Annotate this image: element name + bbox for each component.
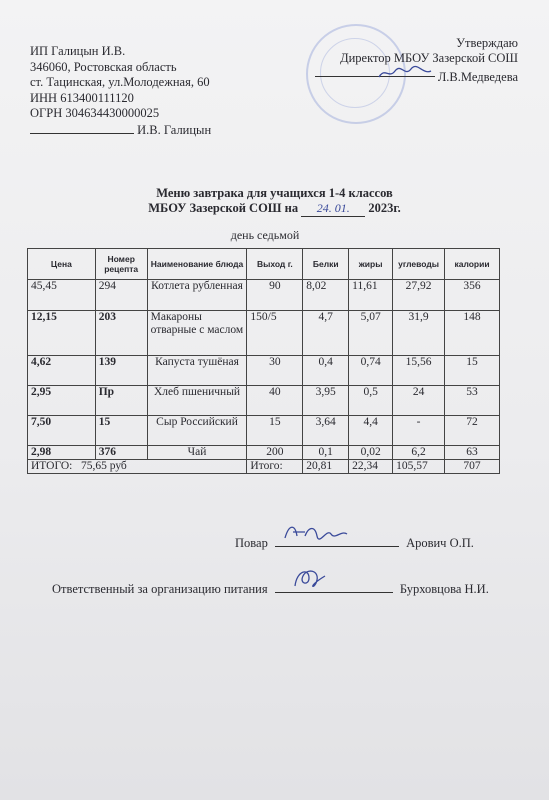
sender-name: ИП Галицын И.В.	[30, 44, 126, 58]
fat-cell: 0,74	[349, 356, 393, 386]
recipe-cell: 15	[95, 416, 147, 446]
yield-cell: 200	[247, 446, 303, 460]
sender-signature-name: И.В. Галицын	[137, 122, 212, 137]
menu-title-prefix: МБОУ Зазерской СОШ на	[148, 201, 299, 215]
protein-cell: 3,95	[303, 386, 349, 416]
total-protein-cell: 20,81	[303, 460, 349, 474]
recipe-cell: Пр	[95, 386, 147, 416]
table-row	[28, 416, 500, 446]
yield-cell: 30	[247, 356, 303, 386]
calories-cell: 63	[445, 446, 500, 460]
menu-title-line-2	[0, 201, 549, 217]
approval-block	[300, 36, 518, 85]
dish-cell: Чай	[147, 446, 247, 460]
menu-year: 2023г.	[368, 201, 401, 215]
calories-cell: 148	[445, 311, 500, 356]
recipe-cell: 376	[95, 446, 147, 460]
cook-signature-row	[235, 532, 474, 551]
table-row	[28, 386, 500, 416]
cook-signature-scribble	[275, 520, 355, 542]
price-cell: 12,15	[28, 311, 96, 356]
protein-cell: 0,4	[303, 356, 349, 386]
sender-block	[30, 44, 211, 138]
header-cell: калории	[445, 249, 500, 280]
responsible-label: Ответственный за организацию питания	[52, 582, 268, 596]
calories-cell: 356	[445, 280, 500, 311]
recipe-cell: 139	[95, 356, 147, 386]
totals-label-cell: Итого:	[247, 460, 303, 474]
price-cell: 2,98	[28, 446, 96, 460]
fat-cell: 0,02	[349, 446, 393, 460]
responsible-signature-row	[52, 578, 489, 597]
carbs-cell: 24	[393, 386, 445, 416]
total-price-cell	[28, 460, 247, 474]
responsible-signature-line	[275, 578, 393, 593]
yield-cell: 40	[247, 386, 303, 416]
responsible-signature-scribble	[275, 566, 345, 590]
total-price: 75,65 руб	[80, 460, 127, 472]
menu-title-line-1: Меню завтрака для учащихся 1-4 классов	[156, 186, 393, 200]
price-cell: 2,95	[28, 386, 96, 416]
header-cell: Номер рецепта	[95, 249, 147, 280]
price-cell: 7,50	[28, 416, 96, 446]
dish-cell: Сыр Российский	[147, 416, 247, 446]
table-row	[28, 446, 500, 460]
cook-label: Повар	[235, 536, 268, 550]
total-carbs-cell: 105,57	[393, 460, 445, 474]
cook-signature-line	[275, 532, 399, 547]
total-row	[28, 460, 500, 474]
sender-address-2: ст. Тацинская, ул.Молодежная, 60	[30, 75, 210, 89]
cook-name: Арович О.П.	[406, 536, 474, 550]
protein-cell: 4,7	[303, 311, 349, 356]
total-calories-cell: 707	[445, 460, 500, 474]
dish-cell: Капуста тушёная	[147, 356, 247, 386]
menu-date: 24. 01.	[301, 201, 365, 217]
table-row	[28, 280, 500, 311]
price-cell: 45,45	[28, 280, 96, 311]
header-cell: Белки	[303, 249, 349, 280]
approval-signer: Л.В.Медведева	[437, 70, 518, 84]
sender-signature-line	[30, 122, 134, 134]
calories-cell: 72	[445, 416, 500, 446]
sender-ogrn: ОГРН 304634430000025	[30, 106, 160, 120]
header-cell: углеводы	[393, 249, 445, 280]
approval-label: Утверждаю	[456, 36, 518, 50]
table-row	[28, 356, 500, 386]
yield-cell: 90	[247, 280, 303, 311]
total-fat-cell: 22,34	[349, 460, 393, 474]
header-cell: жиры	[349, 249, 393, 280]
yield-cell: 150/5	[247, 311, 303, 356]
sender-address-1: 346060, Ростовская область	[30, 59, 177, 74]
protein-cell: 8,02	[303, 280, 349, 311]
header-cell: Выход г.	[247, 249, 303, 280]
fat-cell: 5,07	[349, 311, 393, 356]
approval-position: Директор МБОУ Зазерской СОШ	[340, 50, 518, 65]
total-label: ИТОГО:	[31, 460, 73, 472]
approval-signature-line	[315, 65, 435, 77]
sender-inn: ИНН 613400111120	[30, 90, 134, 105]
table-header-row	[28, 249, 500, 280]
sender-signature-row	[30, 122, 211, 139]
dish-cell: Котлета рубленная	[147, 280, 247, 311]
header-cell: Наименование блюда	[147, 249, 247, 280]
approval-signature-row	[300, 65, 518, 85]
calories-cell: 15	[445, 356, 500, 386]
recipe-cell: 294	[95, 280, 147, 311]
table-row	[28, 311, 500, 356]
yield-cell: 15	[247, 416, 303, 446]
recipe-cell: 203	[95, 311, 147, 356]
fat-cell: 4,4	[349, 416, 393, 446]
header-cell: Цена	[28, 249, 96, 280]
calories-cell: 53	[445, 386, 500, 416]
menu-day: день седьмой	[230, 228, 300, 242]
approval-signature-scribble	[375, 65, 435, 81]
responsible-name: Бурховцова Н.И.	[399, 582, 489, 596]
price-cell: 4,62	[28, 356, 96, 386]
carbs-cell: -	[393, 416, 445, 446]
protein-cell: 3,64	[303, 416, 349, 446]
carbs-cell: 27,92	[393, 280, 445, 311]
carbs-cell: 15,56	[393, 356, 445, 386]
fat-cell: 11,61	[349, 280, 393, 311]
carbs-cell: 6,2	[393, 446, 445, 460]
protein-cell: 0,1	[303, 446, 349, 460]
carbs-cell: 31,9	[393, 311, 445, 356]
menu-table	[27, 248, 500, 474]
dish-cell: Макароны отварные с маслом	[147, 311, 247, 356]
fat-cell: 0,5	[349, 386, 393, 416]
dish-cell: Хлеб пшеничный	[147, 386, 247, 416]
